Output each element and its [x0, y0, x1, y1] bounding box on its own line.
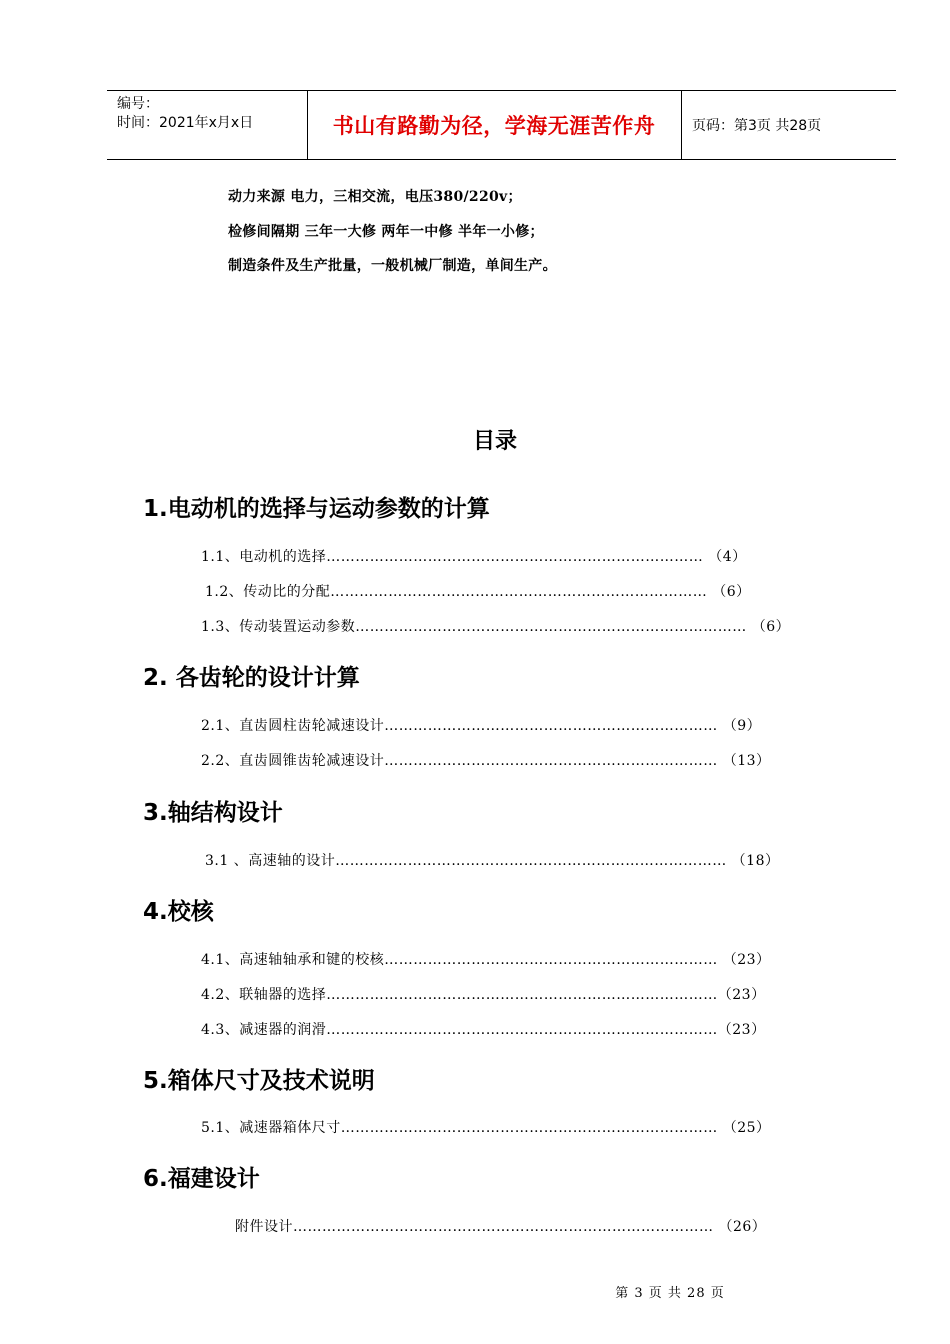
number-label: 编号： [117, 96, 159, 112]
toc-item[interactable]: 5.1、减速器箱体尺寸…………………………………………………………………… （25） [201, 1120, 771, 1136]
toc-item[interactable]: 2.1、直齿圆柱齿轮减速设计…………………………………………………………… （9） [201, 718, 762, 734]
toc-item[interactable]: 1.1、电动机的选择…………………………………………………………………… （4） [201, 549, 747, 565]
header-table [107, 90, 896, 160]
toc-item[interactable]: 4.3、减速器的润滑………………………………………………………………………（23） [201, 1022, 766, 1038]
page-info: 页码：第3页 共28页 [692, 118, 822, 134]
header-divider [681, 91, 682, 159]
toc-section[interactable]: 1.电动机的选择与运动参数的计算 [143, 496, 490, 522]
toc-section[interactable]: 6.福建设计 [143, 1166, 260, 1192]
toc-item[interactable]: 4.2、联轴器的选择………………………………………………………………………（23） [201, 987, 766, 1003]
toc-section[interactable]: 5.箱体尺寸及技术说明 [143, 1068, 375, 1094]
toc-item[interactable]: 1.2、传动比的分配…………………………………………………………………… （6） [205, 584, 751, 600]
toc-section[interactable]: 4.校核 [143, 899, 214, 925]
toc-section[interactable]: 2. 各齿轮的设计计算 [143, 665, 360, 691]
toc-title: 目录 [472, 429, 517, 454]
intro-line: 检修间隔期 三年一大修 两年一中修 半年一小修； [228, 224, 544, 240]
toc-item[interactable]: 附件设计…………………………………………………………………………… （26） [235, 1219, 767, 1235]
toc-item[interactable]: 3.1 、高速轴的设计……………………………………………………………………… （18） [205, 853, 780, 869]
page-footer: 第 3 页 共 28 页 [615, 1286, 725, 1301]
toc-item[interactable]: 1.3、传动装置运动参数……………………………………………………………………… （6） [201, 619, 791, 635]
toc-item[interactable]: 4.1、高速轴轴承和键的校核…………………………………………………………… （23） [201, 952, 771, 968]
toc-item[interactable]: 2.2、直齿圆锥齿轮减速设计…………………………………………………………… （13） [201, 753, 771, 769]
motto: 书山有路勤为径，学海无涯苦作舟 [332, 114, 656, 138]
intro-line: 制造条件及生产批量，一般机械厂制造，单间生产。 [228, 258, 557, 274]
toc-section[interactable]: 3.轴结构设计 [143, 800, 283, 826]
intro-line: 动力来源 电力，三相交流，电压380/220v； [228, 189, 522, 205]
header-meta [117, 95, 253, 133]
time-label: 时间：2021年x月x日 [117, 115, 254, 131]
